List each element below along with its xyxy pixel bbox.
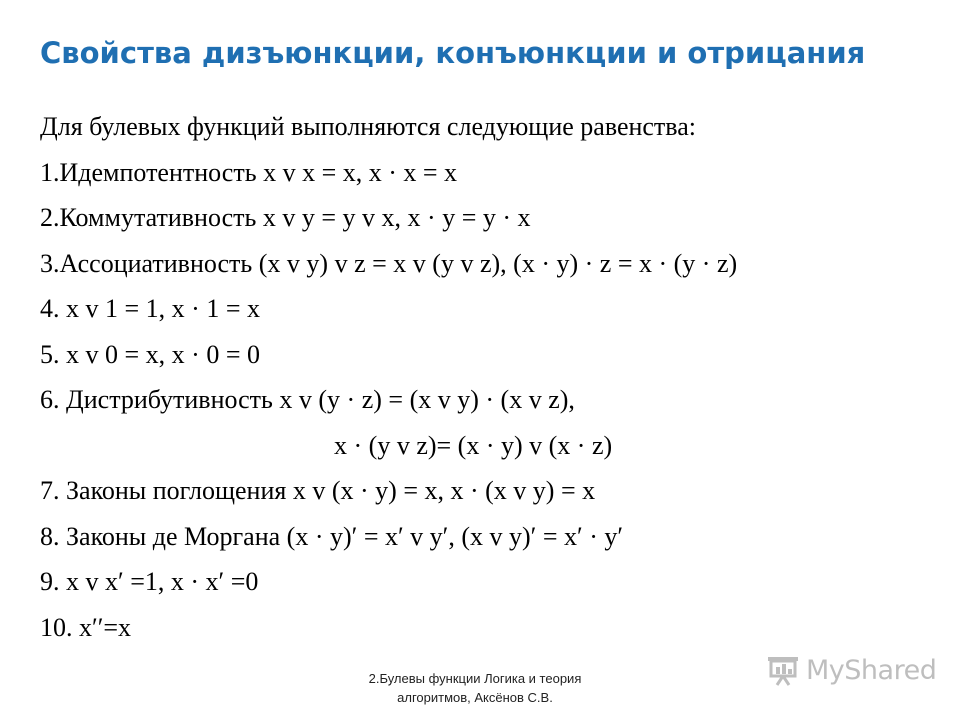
property-distributivity-continued: x · (y v z)= (x · y) v (x · z) — [334, 430, 613, 460]
property-associativity: 3.Ассоциативность (x v y) v z = x v (y v z), (x · y) · z = x · (y · z) — [40, 248, 738, 278]
property-idempotence: 1.Идемпотентность x v x = x, x · x = x — [40, 157, 458, 187]
slide-content — [40, 104, 920, 650]
property-5: 5. x v 0 = x, x · 0 = 0 — [40, 339, 260, 369]
property-4: 4. x v 1 = 1, x · 1 = x — [40, 294, 260, 323]
property-complement: 9. x v x′ =1, x · x′ =0 — [40, 567, 259, 596]
footer-line-2: алгоритмов, Аксёнов С.В. — [397, 690, 553, 705]
property-absorption: 7. Законы поглощения x v (x · y) = x, x · (x v y) = x — [40, 476, 596, 505]
property-distributivity: 6. Дистрибутивность x v (y · z) = (x v y) · (x v z), — [40, 385, 575, 414]
watermark-logo — [766, 654, 936, 686]
slide-footer — [330, 669, 620, 707]
property-de-morgan: 8. Законы де Моргана (x · y)′ = x′ v y′, (x v y)′ = x′ · y′ — [40, 521, 624, 551]
intro-line: Для булевых функций выполняются следующие равенства: — [40, 112, 696, 141]
presentation-icon — [766, 654, 800, 686]
footer-line-1: 2.Булевы функции Логика и теория — [368, 671, 582, 686]
watermark-text: MyShared — [806, 654, 937, 686]
property-double-negation: 10. x′′=x — [40, 612, 132, 642]
slide-title: Свойства дизъюнкции, конъюнкции и отрицания — [40, 36, 866, 70]
property-commutativity: 2.Коммутативность x v y = y v x, x · y = y · x — [40, 203, 531, 232]
